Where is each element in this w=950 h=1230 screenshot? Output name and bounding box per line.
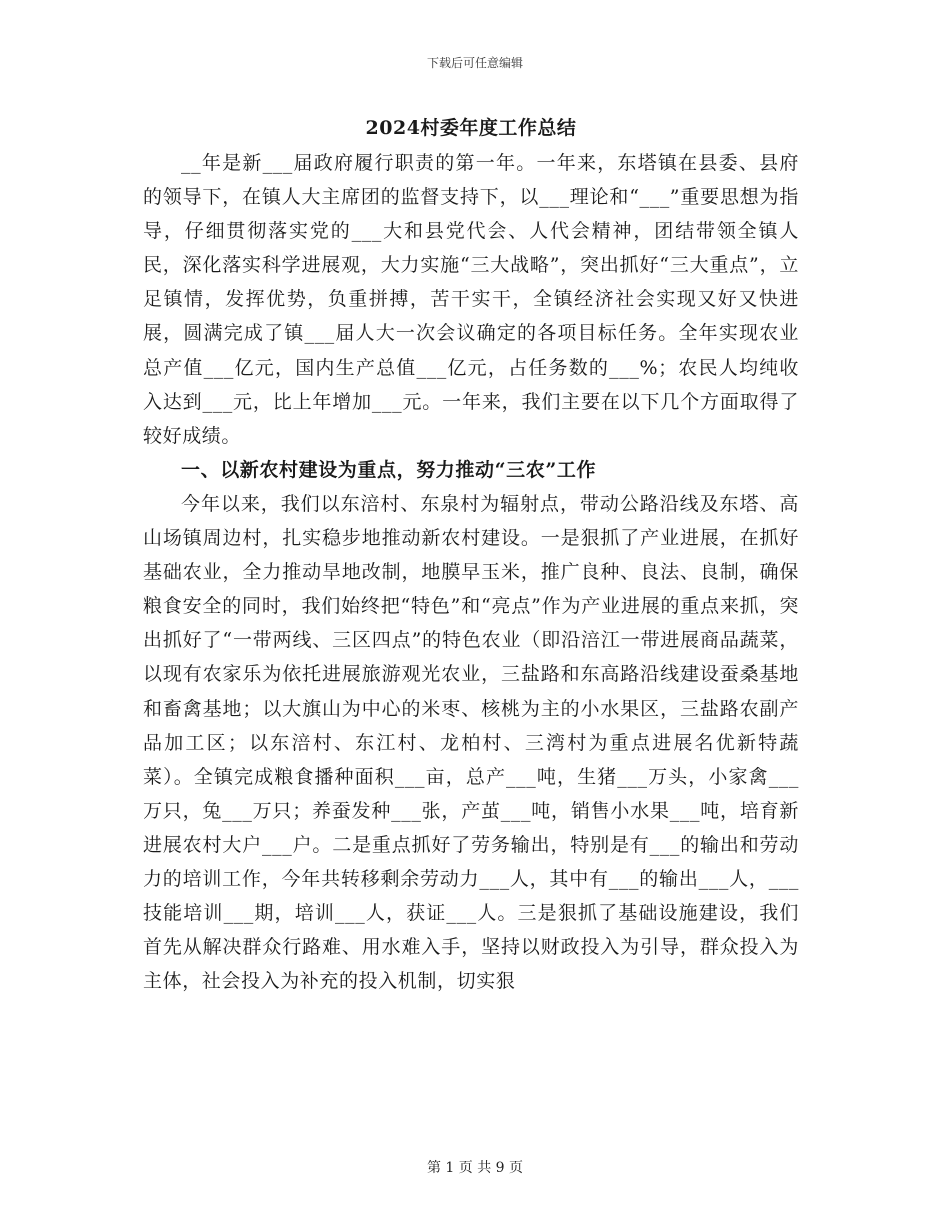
document-title: 2024村委年度工作总结 (365, 117, 577, 139)
header-note: 下载后可任意编辑 (426, 56, 523, 70)
document-body (143, 112, 799, 998)
section-1-heading: 一、以新农村建设为重点，努力推动“三农”工作 (181, 458, 597, 481)
section-1-paragraph: 今年以来，我们以东涪村、东泉村为辐射点，带动公路沿线及东塔、高山场镇周边村，扎实稳步地推动新农村建设。一是狠抓了产业进展，在抓好基础农业，全力推动旱地改制，地膜早玉米，推广良种、良法、良制，确保粮食安全的同时，我们始终把“特色”和“亮点”作为产业进展的重点来抓，突出抓好了“一带两线、三区四点”的特色农业（即沿涪江一带进展商品蔬菜，以现有农家乐为依托进展旅游观光农业，三盐路和东高路沿线建设蚕桑基地和畜禽基地；以大旗山为中心的米枣、核桃为主的小水果区，三盐路农副产品加工区；以东涪村、东江村、龙柏村、三湾村为重点进展名优新特蔬菜）。全镇完成粮食播种面积___亩，总产___吨，生猪___万头，小家禽___万只，兔___万只；养蚕发种___张，产茧___吨，销售小水果___吨，培育新进展农村大户___户。二是重点抓好了劳务输出，特别是有___的输出和劳动力的培训工作，今年共转移剩余劳动力___人，其中有___的输出___人，___技能培训___期，培训___人，获证___人。三是狠抓了基础设施建设，我们首先从解决群众行路难、用水难入手，坚持以财政投入为引导，群众投入为主体，社会投入为补充的投入机制，切实狠 (143, 492, 799, 993)
intro-paragraph: __年是新___届政府履行职责的第一年。一年来，东塔镇在县委、县府的领导下，在镇人大主席团的监督支持下，以___理论和“___”重要思想为指导，仔细贯彻落实党的___大和县党代会、人代会精神，团结带领全镇人民，深化落实科学进展观，大力实施“三大战略”，突出抓好“三大重点”，立足镇情，发挥优势，负重拼搏，苦干实干，全镇经济社会实现又好又快进展，圆满完成了镇___届人大一次会议确定的各项目标任务。全年实现农业总产值___亿元，国内生产总值___亿元，占任务数的___%；农民人均纯收入达到___元，比上年增加___元。一年来，我们主要在以下几个方面取得了较好成绩。 (143, 152, 799, 447)
page-footer: 第 1 页 共 9 页 (426, 1160, 524, 1176)
